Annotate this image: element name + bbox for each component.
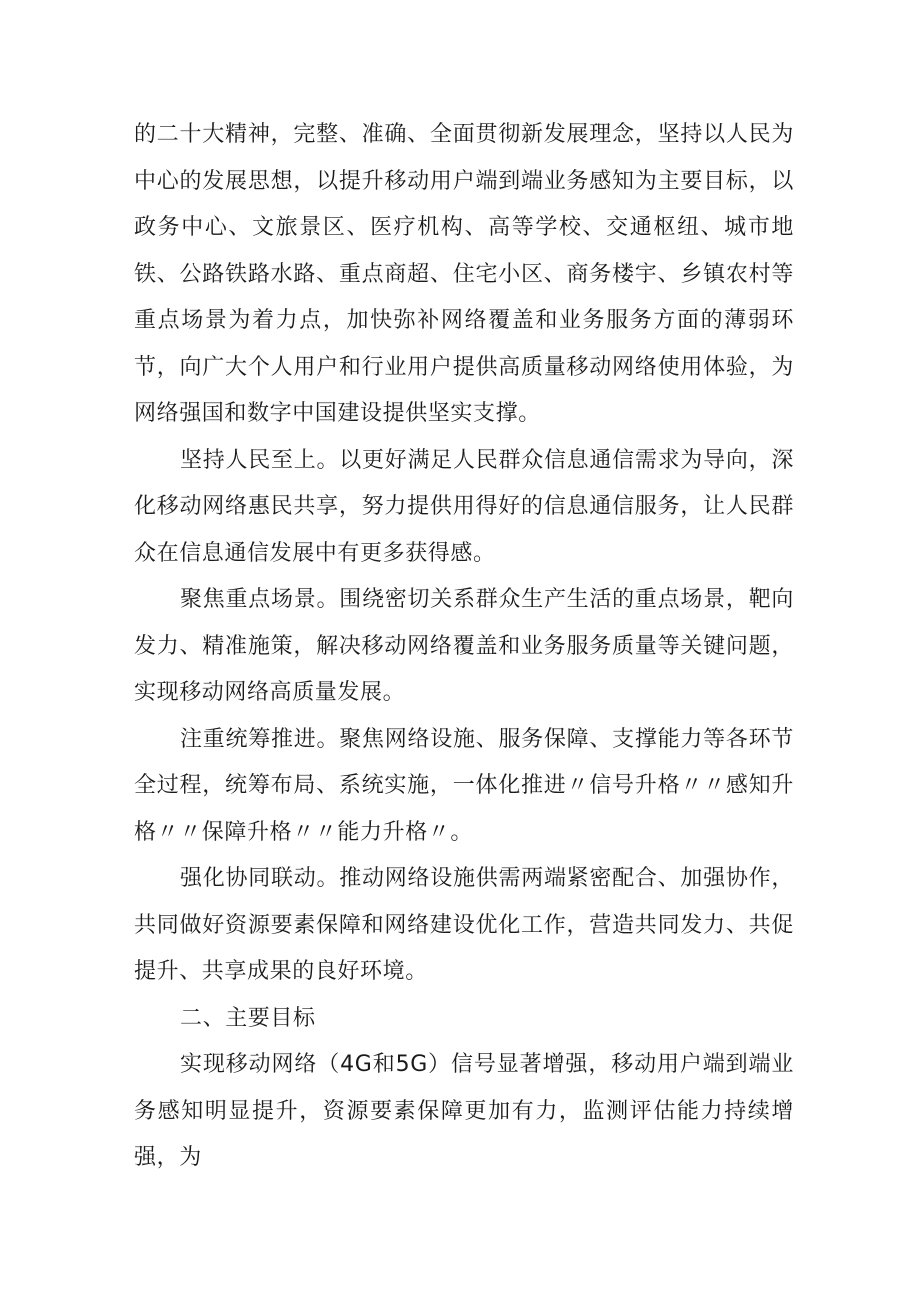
section-heading-main-goals: 二、主要目标 (180, 1005, 316, 1031)
paragraph-goals-intro: 实现移动网络（4G和5G）信号显著增强，移动用户端到端业务感知明显提升，资源要素保障更加有力，监测评估能力持续增强，为 (134, 1052, 794, 1170)
paragraph-coordinated-advance: 注重统筹推进。聚焦网络设施、服务保障、支撑能力等各环节全过程，统筹布局、系统实施，一体化推进〃信号升格〃〃感知升格〃〃保障升格〃〃能力升格〃。 (134, 726, 794, 845)
paragraph-people-first: 坚持人民至上。以更好满足人民群众信息通信需求为导向，深化移动网络惠民共享，努力提供用得好的信息通信服务，让人民群众在信息通信发展中有更多获得感。 (134, 447, 794, 566)
paragraph-guiding-ideology: 的二十大精神，完整、准确、全面贯彻新发展理念，坚持以人民为中心的发展思想，以提升移动用户端到端业务感知为主要目标，以政务中心、文旅景区、医疗机构、高等学校、交通枢纽、城市地铁、公路铁路水路、重点商超、住宅小区、商务楼宇、乡镇农村等重点场景为着力点，加快弥补网络覆盖和业务服务方面的薄弱环节，向广大个人用户和行业用户提供高质量移动网络使用体验，为网络强国和数字中国建设提供坚实支撑。 (134, 122, 794, 426)
document-body (134, 112, 794, 1182)
paragraph-collaboration: 强化协同联动。推动网络设施供需两端紧密配合、加强协作，共同做好资源要素保障和网络建设优化工作，营造共同发力、共促提升、共享成果的良好环境。 (134, 866, 794, 984)
paragraph-key-scenarios: 聚焦重点场景。围绕密切关系群众生产生活的重点场景，靶向发力、精准施策，解决移动网络覆盖和业务服务质量等关键问题，实现移动网络高质量发展。 (134, 587, 794, 705)
